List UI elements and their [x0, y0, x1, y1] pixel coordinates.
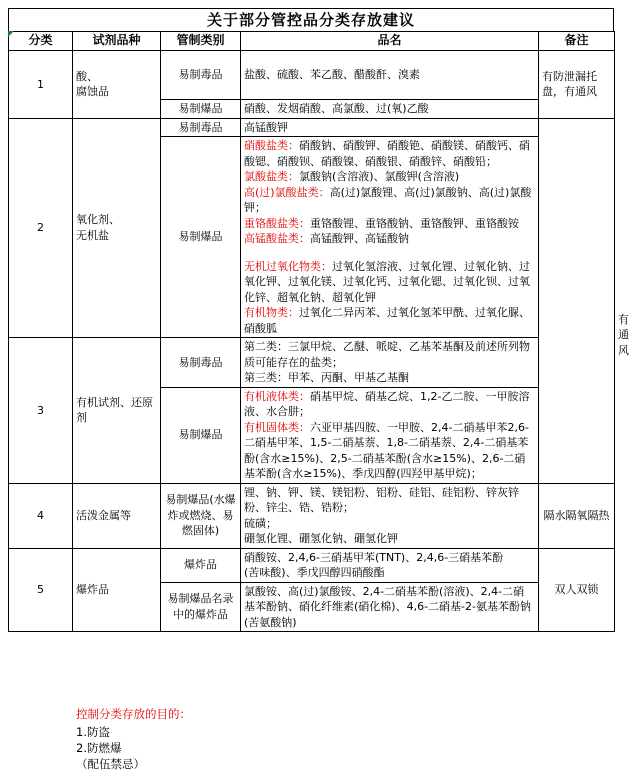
group-label: 氯酸盐类： [244, 170, 299, 183]
name-cell [241, 137, 539, 338]
control-cell: 易制爆品 [161, 387, 241, 483]
remark-cell: 有防泄漏托盘，有通风 [539, 51, 615, 119]
remark-cell: 双人双锁 [539, 548, 615, 632]
notes-section [76, 706, 191, 772]
reagent-cell: 有机试剂、还原剂 [73, 338, 161, 484]
table-row [9, 118, 615, 137]
name-group [244, 259, 535, 306]
name-group [244, 138, 535, 169]
header-remark: 备注 [539, 32, 615, 51]
note-item: 1.防盗 [76, 725, 110, 739]
reagent-cell: 氧化剂、 无机盐 [73, 118, 161, 338]
remark-cell [539, 118, 615, 483]
group-text: 氯酸钠(含溶液)、氯酸钾(含溶液) [299, 170, 460, 183]
header-row [9, 32, 615, 51]
reagent-cell: 酸、 腐蚀品 [73, 51, 161, 119]
name-group [244, 420, 535, 482]
name-cell: 硝酸、发烟硝酸、高氯酸、过(氧)乙酸 [241, 100, 539, 119]
page-title: 关于部分管控品分类存放建议 [8, 8, 614, 31]
header-control: 管制类别 [161, 32, 241, 51]
row-number: 4 [9, 483, 73, 548]
group-text: 硝基甲烷、硝基乙烷、1,2-乙二胺、一甲胺溶液、水合肼； [244, 389, 530, 418]
group-label: 高(过)氯酸盐类： [244, 185, 330, 199]
remark-cell: 隔水隔氧隔热 [539, 483, 615, 548]
name-cell: 硝酸铵、2,4,6-三硝基甲苯(TNT)、2,4,6-三硝基苯酚 (苦味酸)、季戊四醇四硝酸酯 [241, 548, 539, 582]
group-label: 重铬酸盐类： [244, 216, 310, 230]
name-group [244, 305, 535, 336]
control-cell: 易制毒品 [161, 51, 241, 100]
note-item: 2.防燃爆 [76, 741, 122, 755]
name-group [244, 185, 535, 216]
name-cell: 第二类：三氯甲烷、乙醚、哌啶、乙基苯基酮及前述所列物质可能存在的盐类； 第三类：甲苯、丙酮、甲基乙基酮 [241, 338, 539, 388]
table-row [9, 51, 615, 100]
control-cell: 易制爆品名录中的爆炸品 [161, 582, 241, 632]
group-label: 高锰酸盐类： [244, 232, 310, 245]
control-cell: 易制毒品 [161, 118, 241, 137]
control-cell: 易制毒品 [161, 338, 241, 388]
group-text: 重铬酸锂、重铬酸钠、重铬酸钾、重铬酸铵 [310, 216, 519, 230]
group-label: 有机固体类： [244, 420, 310, 434]
name-cell [241, 387, 539, 483]
control-cell: 易制爆品 [161, 137, 241, 338]
group-label: 有机液体类： [244, 389, 310, 403]
row-number: 2 [9, 118, 73, 338]
table-row [9, 483, 615, 548]
name-group [244, 216, 535, 232]
group-text: 过氧化氢溶液、过氧化锂、过氧化钠、过氧化钾、过氧化镁、过氧化钙、过氧化锶、过氧化钡、过氧化锌、超氧化钠、超氧化钾 [244, 259, 530, 304]
group-text: 硝酸钠、硝酸钾、硝酸铯、硝酸镁、硝酸钙、硝酸锶、硝酸钡、硝酸镍、硝酸银、硝酸锌、硝酸铅； [244, 139, 530, 168]
name-cell: 盐酸、硫酸、苯乙酸、醋酸酐、溴素 [241, 51, 539, 100]
control-cell: 爆炸品 [161, 548, 241, 582]
row-number: 5 [9, 548, 73, 632]
group-text: 高锰酸钾、高锰酸钠 [310, 232, 409, 245]
notes-title: 控制分类存放的目的： [76, 707, 191, 721]
table-row [9, 338, 615, 388]
control-cell: 易制爆品 [161, 100, 241, 119]
name-cell: 锂、钠、钾、镁、镁铝粉、铝粉、硅铝、硅铝粉、锌灰锌粉、锌尘、锆、锆粉； 硫磺； 硼氢化锂、硼氢化钠、硼氢化钾 [241, 483, 539, 548]
table-row: 易制爆品 有机液体类：硝基甲烷、硝基乙烷、1,2-乙二胺、一甲胺溶液、水合肼； 有机固体类：六亚甲基四胺、一甲胺、2,4-二硝基甲苯2,6-二硝基甲苯、1,5-二硝基萘、1,8-二硝基萘、2,4-二硝基苯酚(含水≥15%)、2,5-二硝基苯酚(含水≥15%)、2,6-二硝基苯酚(含水≥15%)、季戊四醇(四羟甲基甲烷)； 有通风 [9, 387, 615, 483]
name-group [244, 389, 535, 420]
storage-sheet [8, 8, 629, 632]
group-text: 六亚甲基四胺、一甲胺、2,4-二硝基甲苯2,6-二硝基甲苯、1,5-二硝基萘、1,8-二硝基萘、2,4-二硝基苯酚(含水≥15%)、2,5-二硝基苯酚(含水≥15%)、2,6-二硝基苯酚(含水≥15%)、季戊四醇(四羟甲基甲烷)； [244, 420, 529, 480]
table-row [9, 548, 615, 582]
header-category: 分类 [9, 32, 73, 51]
group-label: 有机物类： [244, 306, 299, 319]
group-text: 高(过)氯酸锂、高(过)氯酸钠、高(过)氯酸钾； [244, 185, 532, 214]
reagent-cell: 活泼金属等 [73, 483, 161, 548]
group-text: 过氧化二异丙苯、过氧化氢苯甲酰、过氧化脲、硝酸胍 [244, 306, 530, 335]
header-name: 品名 [241, 32, 539, 51]
name-cell: 氯酸铵、高(过)氯酸铵、2,4-二硝基苯酚(溶液)、2,4-二硝基苯酚钠、硝化纤维素(硝化棉)、4,6-二硝基-2-氨基苯酚钠(苦氨酸钠) [241, 582, 539, 632]
reagent-cell: 爆炸品 [73, 548, 161, 632]
header-reagent: 试剂品种 [73, 32, 161, 51]
group-label: 无机过氧化物类： [244, 259, 332, 273]
control-cell: 易制爆品(水爆炸或燃烧、易燃固体) [161, 483, 241, 548]
name-group [244, 169, 535, 185]
group-label: 硝酸盐类： [244, 139, 299, 152]
storage-table [8, 31, 629, 632]
name-group [244, 231, 535, 247]
row-number: 1 [9, 51, 73, 119]
row-number: 3 [9, 338, 73, 484]
name-cell: 高锰酸钾 [241, 118, 539, 137]
note-item: （配伍禁忌） [76, 757, 145, 771]
corner-marker-icon [8, 31, 14, 37]
